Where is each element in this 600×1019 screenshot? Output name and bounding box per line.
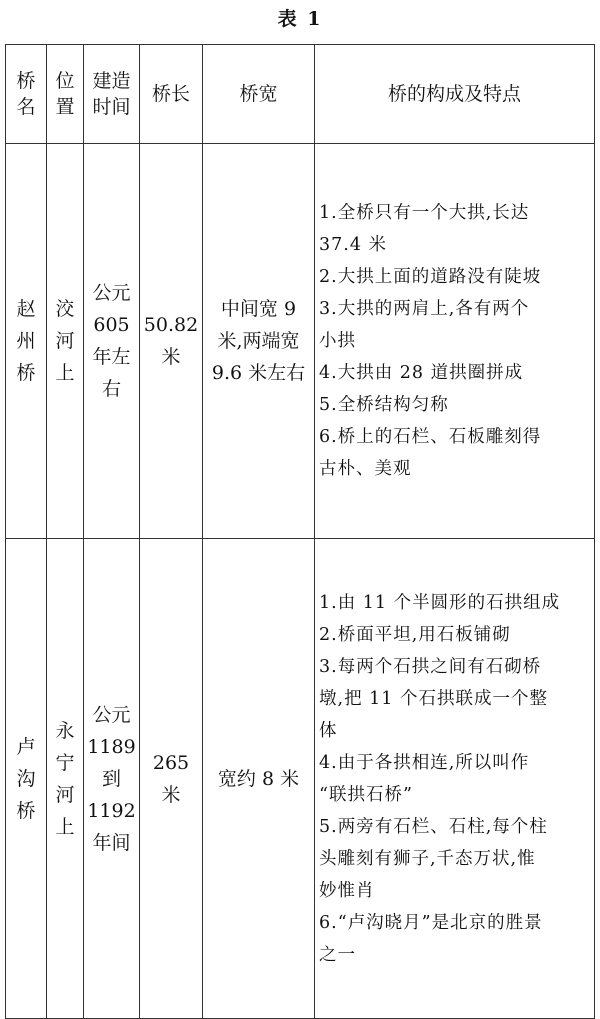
cell-text: 50.82 <box>143 314 199 336</box>
cell-text: 置 <box>55 96 75 118</box>
cell-text: 1189 <box>87 735 136 758</box>
cell-built <box>84 539 140 1019</box>
cell-width <box>203 144 315 539</box>
cell-text: 之一 <box>319 944 356 965</box>
table-caption: 表 1 <box>277 8 323 30</box>
cell-text: 宁 <box>55 751 75 774</box>
cell-text: 河 <box>55 330 75 352</box>
cell-text: 桥 <box>16 70 36 92</box>
cell-text: 9.6 米左右 <box>211 362 306 384</box>
cell-text: 右 <box>101 378 121 400</box>
cell-text: 6.桥上的石栏、石板雕刻得 <box>319 427 542 447</box>
cell-text: 米,两端宽 <box>217 330 300 352</box>
cell-text: 2.大拱上面的道路没有陡坡 <box>319 267 542 287</box>
cell-text: 年间 <box>92 831 131 854</box>
cell-text: 年左 <box>92 346 131 368</box>
cell-text: 赵 <box>16 298 36 320</box>
cell-text: 沟 <box>16 767 36 790</box>
cell-text: 永 <box>55 719 75 742</box>
table-row-zhaozhou <box>6 144 595 539</box>
cell-text: 上 <box>55 815 75 838</box>
cell-text: 小拱 <box>319 331 356 351</box>
cell-text: 宽约 8 米 <box>217 767 300 790</box>
cell-location <box>47 144 84 539</box>
cell-text: 位 <box>55 70 75 92</box>
cell-built <box>84 144 140 539</box>
header-built <box>84 45 140 144</box>
cell-text: 6.“卢沟晓月”是北京的胜景 <box>319 912 543 933</box>
cell-text: 2.桥面平坦,用石板铺砌 <box>319 624 511 645</box>
cell-text: 37.4 米 <box>319 235 388 255</box>
cell-text: 265 <box>152 751 190 774</box>
cell-text: 时间 <box>92 96 131 118</box>
header-row <box>6 45 595 144</box>
cell-text: 3.每两个石拱之间有石砌桥 <box>319 656 542 677</box>
cell-text: 妙惟肖 <box>319 880 375 901</box>
cell-text: 米 <box>161 346 181 368</box>
cell-text: 605 <box>93 314 130 336</box>
cell-name <box>6 539 47 1019</box>
bridge-comparison-table <box>5 44 595 1019</box>
cell-text: 4.由于各拱相连,所以叫作 <box>319 752 530 773</box>
cell-text: 公元 <box>92 282 131 304</box>
cell-text: 5.两旁有石栏、石柱,每个柱 <box>319 816 548 837</box>
cell-text: 卢 <box>16 735 36 758</box>
cell-length <box>140 144 203 539</box>
cell-width <box>203 539 315 1019</box>
cell-text: 古朴、美观 <box>319 459 412 479</box>
cell-text: 3.大拱的两肩上,各有两个 <box>319 299 530 319</box>
cell-text: 体 <box>319 720 338 741</box>
header-location <box>47 45 84 144</box>
cell-text: 4.大拱由 28 道拱圈拼成 <box>319 363 524 383</box>
cell-text: “联拱石桥” <box>319 784 413 805</box>
cell-length <box>140 539 203 1019</box>
cell-text: 桥 <box>16 799 36 822</box>
cell-text: 州 <box>16 330 36 352</box>
table-row-lugou <box>6 539 595 1019</box>
cell-text: 名 <box>16 96 36 118</box>
cell-text: 1.由 11 个半圆形的石拱组成 <box>319 592 561 613</box>
cell-name <box>6 144 47 539</box>
cell-text: 头雕刻有狮子,千态万状,惟 <box>319 848 536 869</box>
cell-text: 建造 <box>92 70 131 92</box>
cell-text: 米 <box>161 783 181 806</box>
cell-text: 中间宽 9 <box>220 298 297 320</box>
cell-text: 1192 <box>87 799 136 822</box>
cell-text: 上 <box>55 362 75 384</box>
cell-text: 5.全桥结构匀称 <box>319 395 449 415</box>
header-width: 桥宽 <box>203 45 315 144</box>
cell-text: 到 <box>101 767 121 790</box>
header-length: 桥长 <box>140 45 203 144</box>
cell-text: 公元 <box>92 703 131 726</box>
header-name <box>6 45 47 144</box>
cell-features <box>315 144 595 539</box>
cell-text: 1.全桥只有一个大拱,长达 <box>319 203 530 223</box>
cell-text: 墩,把 11 个石拱联成一个整 <box>319 688 548 709</box>
cell-text: 洨 <box>55 298 75 320</box>
cell-features <box>315 539 595 1019</box>
cell-text: 桥 <box>16 362 36 384</box>
cell-text: 河 <box>55 783 75 806</box>
header-features: 桥的构成及特点 <box>315 45 595 144</box>
cell-location <box>47 539 84 1019</box>
